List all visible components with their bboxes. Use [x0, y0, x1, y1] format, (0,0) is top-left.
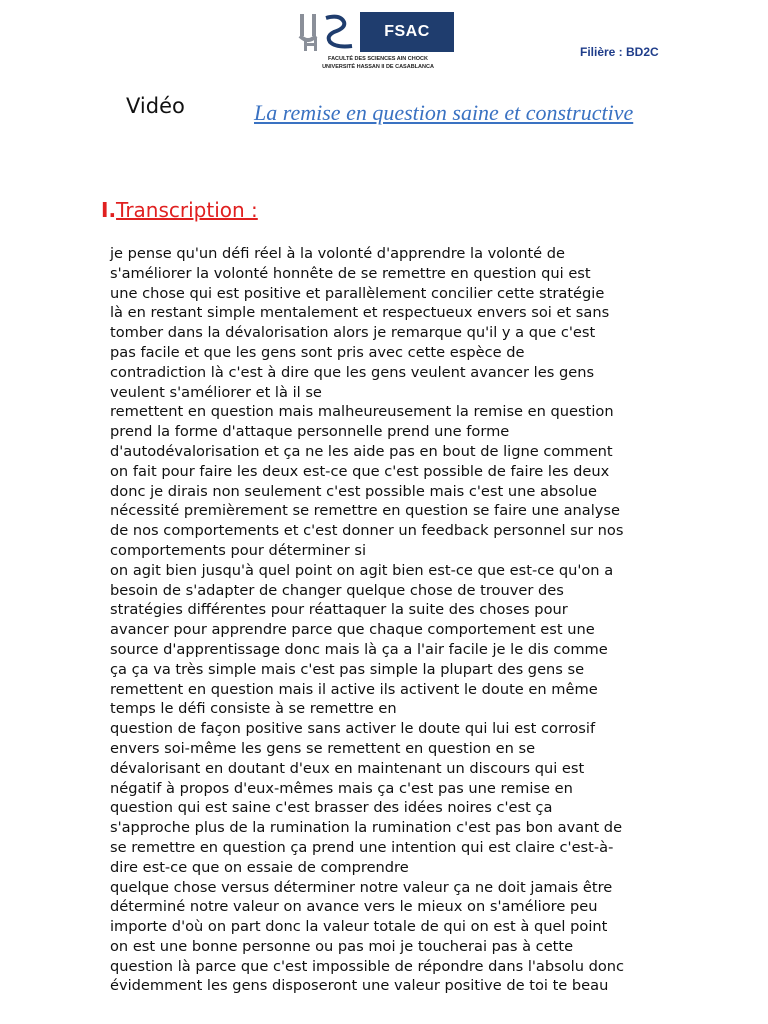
transcript-line: on agit bien jusqu'à quel point on agit bien est-ce que est-ce qu'on a	[110, 561, 614, 579]
university-logo	[296, 12, 456, 74]
transcript-line: veulent s'améliorer et là il se	[110, 383, 322, 401]
section-number: I.	[101, 198, 117, 222]
transcript-line: s'approche plus de la rumination la rumination c'est pas bon avant de	[110, 819, 623, 837]
uh2c-logo-icon	[296, 12, 360, 52]
filiere-label: Filière : BD2C	[580, 45, 659, 59]
transcript-line: temps le défi consiste à se remettre en	[110, 700, 397, 718]
transcript-line: comportements pour déterminer si	[110, 541, 367, 559]
section-title: Transcription :	[116, 198, 258, 222]
transcript-line: tomber dans la dévalorisation alors je remarque qu'il y a que c'est	[110, 324, 596, 342]
transcript-line: une chose qui est positive et parallèlement concilier cette stratégie	[110, 284, 605, 302]
transcript-line: je pense qu'un défi réel à la volonté d'apprendre la volonté de	[110, 245, 566, 262]
transcript-line: question qui est saine c'est brasser des idées noires c'est ça	[110, 799, 553, 817]
transcript-line: de nos comportements et c'est donner un feedback personnel sur nos	[110, 522, 624, 540]
transcript-line: dire est-ce que on essaie de comprendre	[110, 858, 409, 876]
transcript-line: là en restant simple mentalement et respectueux envers soi et sans	[110, 304, 610, 322]
transcript-line: déterminé notre valeur on avance vers le mieux on s'améliore peu	[110, 898, 598, 916]
video-title-text: La remise en question saine et constructive	[254, 100, 634, 125]
transcript-line: stratégies différentes pour réattaquer la suite des choses pour	[110, 601, 568, 619]
logo-caption-line2: UNIVERSITÉ HASSAN II DE CASABLANCA	[322, 64, 434, 70]
transcript-line: se remettre en question ça prend une intention qui est claire c'est-à-	[110, 838, 614, 856]
transcript-line: contradiction là c'est à dire que les gens veulent avancer les gens	[110, 363, 595, 381]
logo-caption-line1: FACULTÉ DES SCIENCES AIN CHOCK	[328, 56, 428, 62]
transcript-line: avancer pour apprendre parce que chaque comportement est une	[110, 621, 595, 639]
transcript-line: question là parce que c'est impossible de répondre dans l'absolu donc	[110, 957, 625, 975]
transcript-line: on est une bonne personne ou pas moi je toucherai pas à cette	[110, 937, 574, 955]
transcript-line: besoin de s'adapter de changer quelque chose de trouver des	[110, 581, 564, 599]
transcript-line: remettent en question mais il active ils activent le doute en même	[110, 680, 598, 698]
transcript-line: source d'apprentissage donc mais là ça a l'air facile je le dis comme	[110, 640, 608, 658]
video-label: Vidéo	[126, 94, 185, 118]
transcript-line: pas facile et que les gens sont pris avec cette espèce de	[110, 343, 525, 361]
transcript-line: envers soi-même les gens se remettent en question en se	[110, 739, 536, 757]
transcript-line: d'autodévalorisation et ça ne les aide pas en bout de ligne comment	[110, 442, 613, 460]
logo-caption	[308, 55, 448, 71]
transcript-line: négatif à propos d'eux-mêmes mais ça c'est pas une remise en	[110, 779, 573, 797]
transcript-line: ça ça va très simple mais c'est pas simple la plupart des gens se	[110, 660, 585, 678]
transcript-line: donc je dirais non seulement c'est possible mais c'est une absolue	[110, 482, 598, 500]
transcript-line: dévalorisant en doutant d'eux en maintenant un discours qui est	[110, 759, 585, 777]
transcript-line: évidemment les gens disposeront une valeur positive de toi te beau	[110, 977, 609, 995]
section-heading	[101, 198, 258, 222]
transcript-body	[110, 244, 690, 996]
transcript-line: remettent en question mais malheureusement la remise en question	[110, 403, 614, 421]
transcript-line: on fait pour faire les deux est-ce que c'est possible de faire les deux	[110, 462, 610, 480]
transcript-line: nécessité premièrement se remettre en question se faire une analyse	[110, 502, 621, 520]
fsac-logo-box: FSAC	[360, 12, 454, 52]
transcript-line: question de façon positive sans activer le doute qui lui est corrosif	[110, 720, 596, 738]
transcript-line: quelque chose versus déterminer notre valeur ça ne doit jamais être	[110, 878, 613, 896]
transcript-line: importe d'où on part donc la valeur totale de qui on est à quel point	[110, 918, 608, 936]
transcript-line: s'améliorer la volonté honnête de se remettre en question qui est	[110, 264, 591, 282]
video-title	[126, 98, 646, 127]
transcript-line: prend la forme d'attaque personnelle prend une forme	[110, 423, 510, 441]
